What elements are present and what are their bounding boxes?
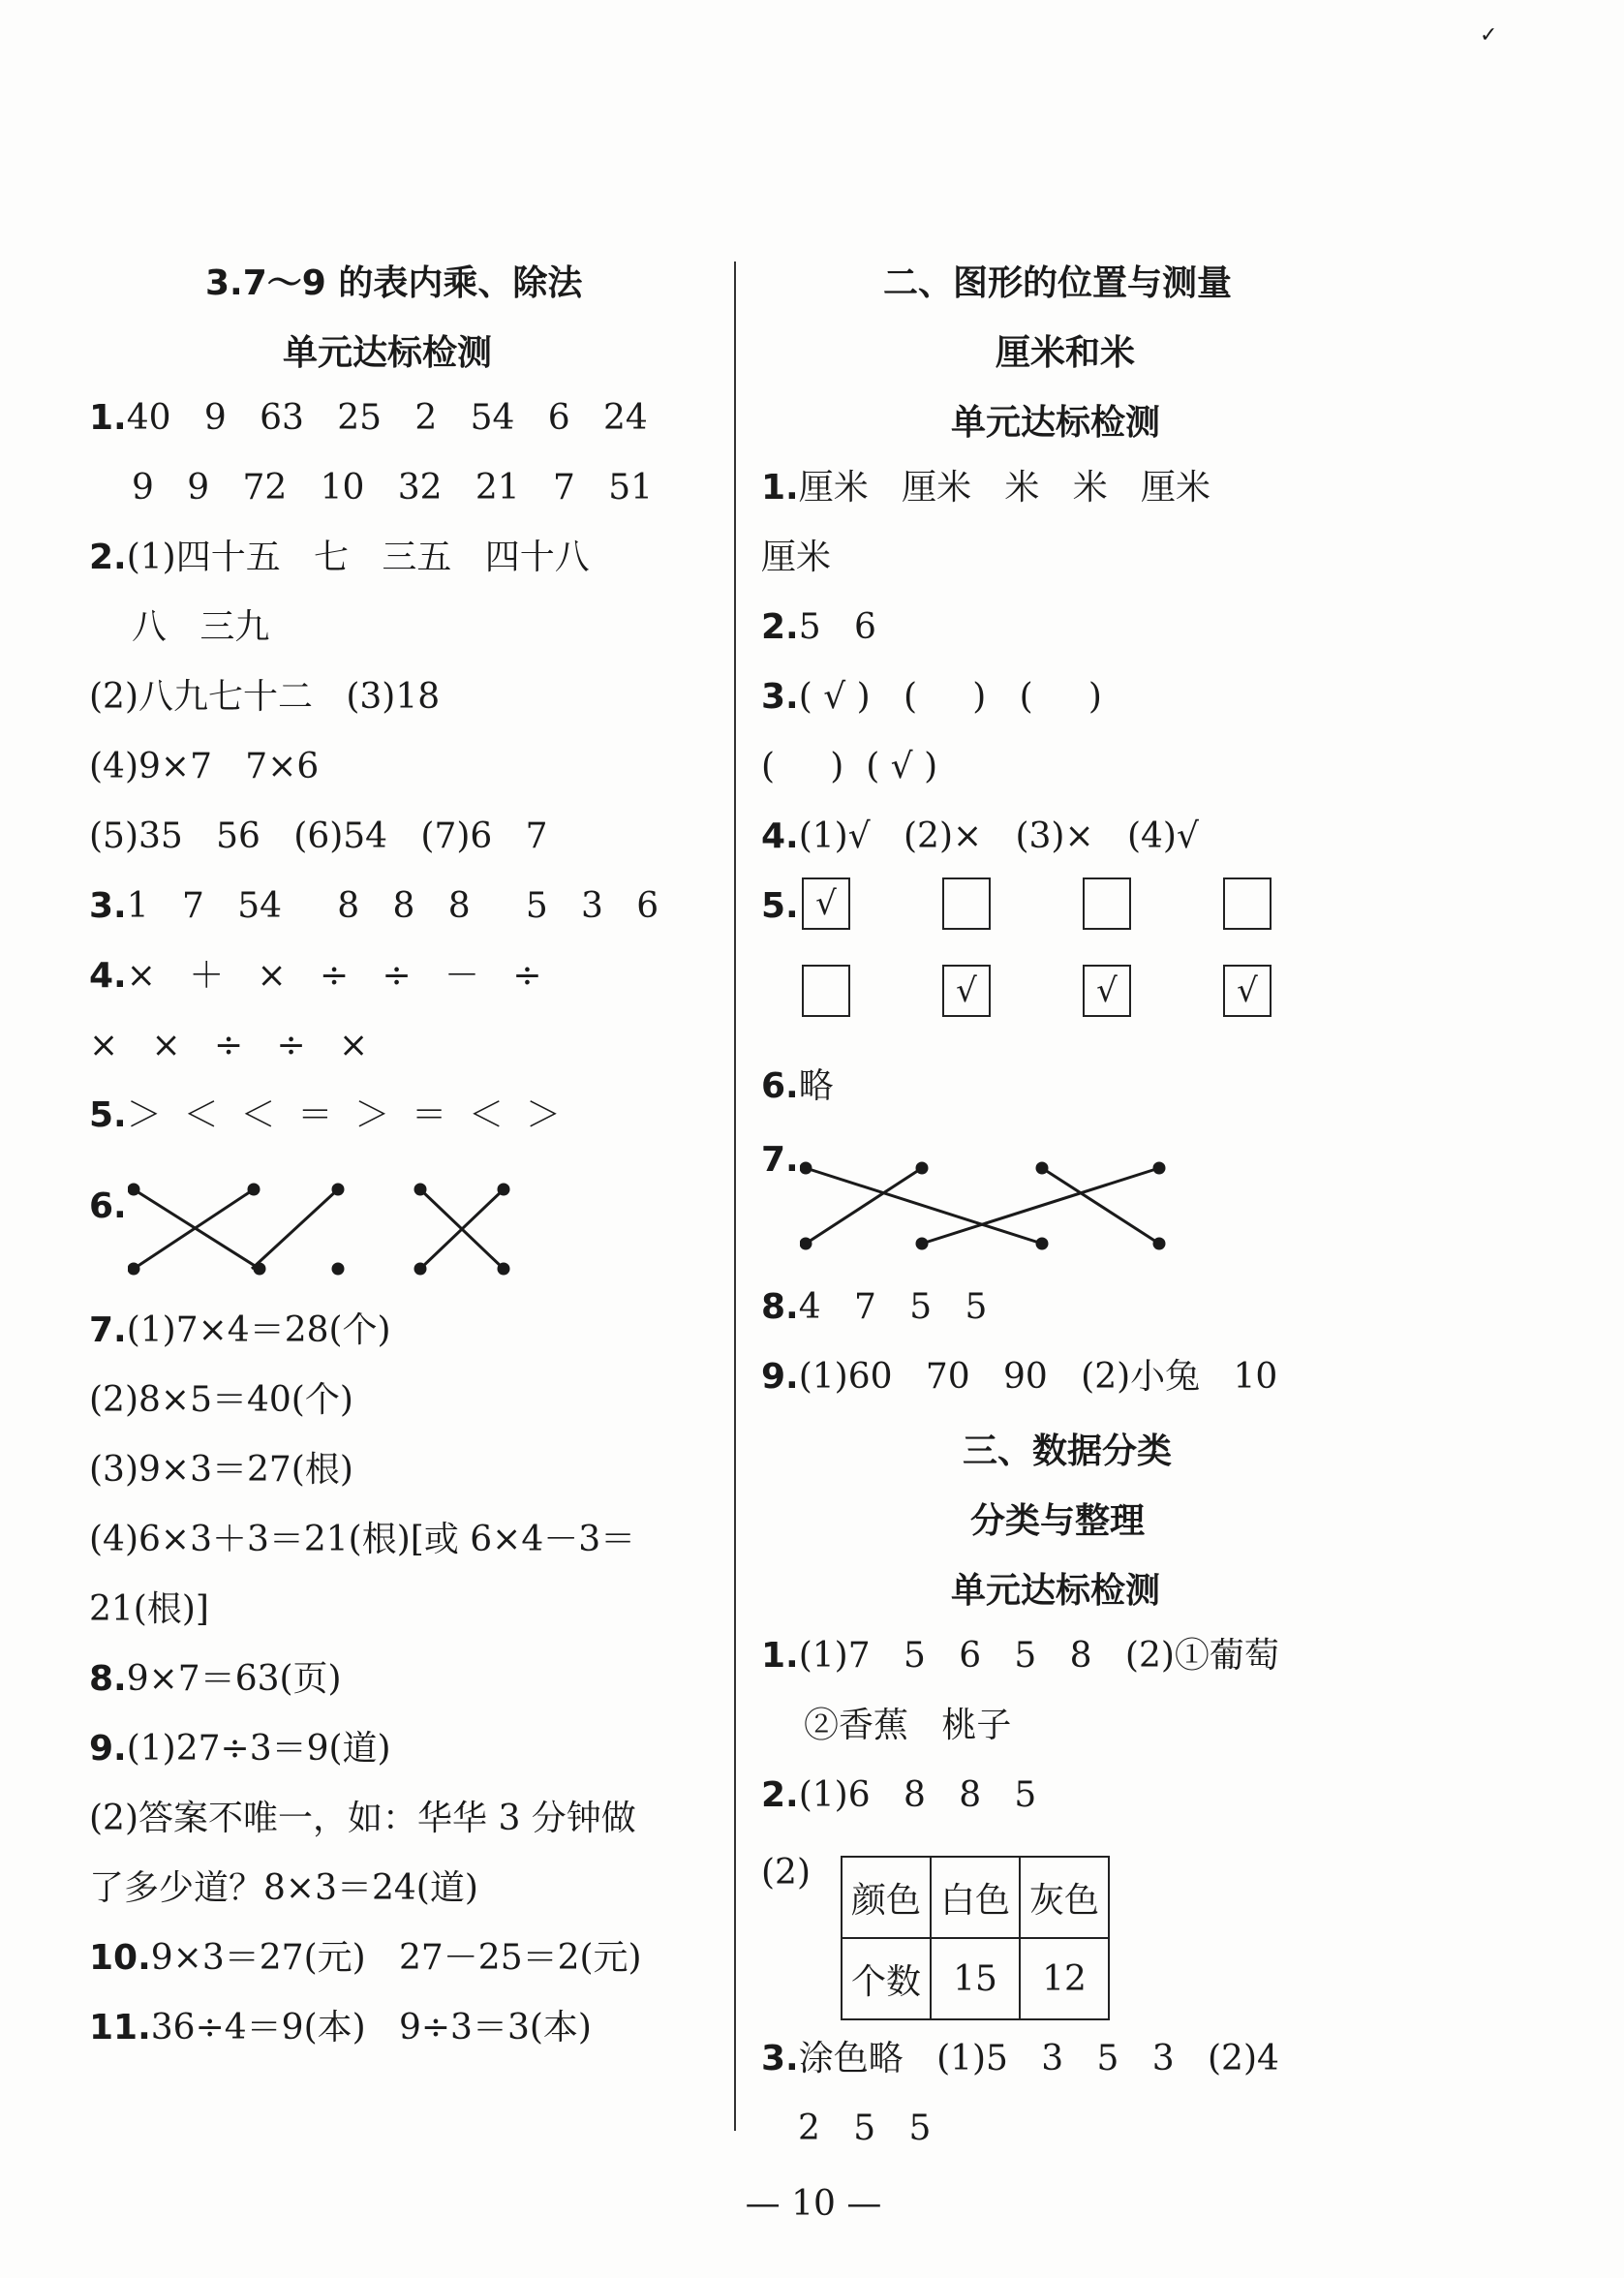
answer-text: 9×3＝27(元) 27－25＝2(元) bbox=[150, 1938, 642, 1978]
question-number: 6. bbox=[89, 1186, 127, 1226]
answer-3-cont: ( ) ( √ ) bbox=[761, 747, 938, 786]
question-number: 4. bbox=[761, 816, 799, 856]
question-number: 7. bbox=[89, 1310, 127, 1350]
table-cell: 白色 bbox=[931, 1857, 1020, 1938]
answer-4 bbox=[89, 953, 542, 1000]
question-number: 6. bbox=[761, 1066, 799, 1106]
match-dot bbox=[917, 1239, 927, 1248]
answer-1-cont: 厘米 bbox=[761, 538, 832, 577]
answer-text: 4 7 5 5 bbox=[798, 1287, 988, 1327]
right-section-title-2: 三、数据分类 bbox=[963, 1431, 1173, 1471]
match-dot bbox=[801, 1239, 811, 1248]
answer-text: ＞ ＜ ＜ ＝ ＞ ＝ ＜ ＞ bbox=[126, 1095, 561, 1135]
answer-11 bbox=[89, 2005, 592, 2051]
answer-8 bbox=[89, 1656, 342, 1703]
answer-2-part5: (5)35 56 (6)54 (7)6 7 bbox=[89, 816, 548, 856]
table-cell: 灰色 bbox=[1020, 1857, 1109, 1938]
question-number: 3. bbox=[89, 886, 127, 926]
answer-text: (1)60 70 90 (2)小兔 10 bbox=[798, 1357, 1278, 1397]
answer-7-part2: (2)8×5＝40(个) bbox=[89, 1380, 353, 1420]
answer-text: × ＋ × ÷ ÷ － ÷ bbox=[126, 956, 542, 996]
match-line bbox=[252, 1189, 338, 1269]
check-box bbox=[1083, 877, 1131, 930]
question-number: 7. bbox=[761, 1140, 799, 1180]
question-number: 1. bbox=[761, 468, 799, 508]
answer-text: 9×7＝63(页) bbox=[126, 1659, 342, 1699]
check-box: √ bbox=[1223, 965, 1272, 1017]
question-number: 8. bbox=[761, 1287, 799, 1327]
answer-text: 1 7 54 8 8 8 5 3 6 bbox=[126, 886, 659, 926]
match-dot bbox=[499, 1185, 508, 1194]
match-dot bbox=[255, 1264, 264, 1274]
right-subsection-title-2: 分类与整理 bbox=[970, 1501, 1146, 1541]
question-number: 4. bbox=[89, 956, 127, 996]
question-number: 11. bbox=[89, 2008, 151, 2047]
matching-lines-diagram bbox=[128, 1180, 573, 1277]
check-box: √ bbox=[1083, 965, 1131, 1017]
right-subtitle-2: 单元达标检测 bbox=[951, 1571, 1161, 1611]
section-title-text: 7～9 的表内乘、除法 bbox=[242, 263, 583, 303]
answer-7 bbox=[761, 1137, 799, 1184]
right-section-title: 二、图形的位置与测量 bbox=[883, 263, 1233, 303]
match-dot bbox=[1154, 1239, 1164, 1248]
match-dot bbox=[333, 1264, 343, 1274]
answer-3 bbox=[761, 674, 1102, 721]
check-box bbox=[942, 877, 991, 930]
match-dot bbox=[415, 1185, 425, 1194]
match-dot bbox=[1037, 1163, 1047, 1173]
match-dot bbox=[1037, 1239, 1047, 1248]
color-count-table bbox=[841, 1856, 1110, 2020]
answer-text: 厘米 厘米 米 米 厘米 bbox=[798, 468, 1211, 508]
table-cell: 15 bbox=[931, 1938, 1020, 2019]
answer-text: (1)四十五 七 三五 四十八 bbox=[126, 538, 590, 577]
question-number: 2. bbox=[89, 538, 127, 577]
answer-7-part4: (4)6×3＋3＝21(根)[或 6×4－3＝ bbox=[89, 1520, 636, 1559]
question-number: 10. bbox=[89, 1938, 151, 1978]
left-section-title bbox=[205, 256, 582, 305]
column-divider bbox=[734, 262, 736, 2131]
answer-4-cont: × × ÷ ÷ × bbox=[89, 1026, 369, 1065]
corner-mark: ✓ bbox=[1480, 23, 1498, 47]
match-dot bbox=[129, 1264, 138, 1274]
answer-9-part2: (2)答案不唯一，如：华华 3 分钟做 bbox=[89, 1799, 636, 1838]
answer-1b-cont: ②香蕉 桃子 bbox=[804, 1706, 1012, 1745]
question-number: 1. bbox=[761, 1636, 799, 1676]
answer-1b bbox=[761, 1633, 1279, 1679]
answer-10 bbox=[89, 1935, 642, 1982]
table-cell: 个数 bbox=[842, 1938, 931, 2019]
match-dot bbox=[499, 1264, 508, 1274]
check-box: √ bbox=[802, 877, 850, 930]
answer-7-part3: (3)9×3＝27(根) bbox=[89, 1450, 353, 1490]
table-row bbox=[842, 1938, 1109, 2019]
page-number: — 10 — bbox=[745, 2184, 882, 2224]
answer-text: 略 bbox=[798, 1066, 834, 1106]
answer-4 bbox=[761, 814, 1199, 860]
answer-text: (1)7 5 6 5 8 (2)①葡萄 bbox=[798, 1636, 1279, 1676]
check-box: √ bbox=[942, 965, 991, 1017]
question-number: 2. bbox=[761, 607, 799, 647]
answer-5 bbox=[89, 1093, 561, 1139]
matching-lines-diagram bbox=[800, 1160, 1226, 1267]
answer-3 bbox=[89, 883, 659, 930]
answer-1 bbox=[761, 465, 1210, 511]
answer-8 bbox=[761, 1284, 987, 1331]
answer-7 bbox=[89, 1308, 391, 1354]
question-number: 3. bbox=[761, 2039, 799, 2078]
answer-text: (1)6 8 8 5 bbox=[798, 1775, 1037, 1815]
match-dot bbox=[129, 1185, 138, 1194]
check-box bbox=[1223, 877, 1272, 930]
answer-2-cont: 八 三九 bbox=[132, 607, 270, 647]
match-dot bbox=[801, 1163, 811, 1173]
answer-7-part4-cont: 21(根)] bbox=[89, 1589, 209, 1629]
answer-2-part4: (4)9×7 7×6 bbox=[89, 747, 320, 786]
match-line bbox=[1042, 1168, 1159, 1244]
question-number: 1. bbox=[89, 398, 127, 438]
answer-text: ( √ ) ( ) ( ) bbox=[798, 677, 1102, 717]
match-dot bbox=[1154, 1163, 1164, 1173]
answer-9-part2-cont: 了多少道？8×3＝24(道) bbox=[89, 1868, 478, 1908]
question-number: 5. bbox=[761, 886, 799, 926]
answer-5 bbox=[761, 883, 799, 930]
match-line bbox=[806, 1168, 1042, 1244]
answer-6 bbox=[761, 1063, 834, 1110]
match-dot bbox=[333, 1185, 343, 1194]
question-number: 8. bbox=[89, 1659, 127, 1699]
check-box bbox=[802, 965, 850, 1017]
answer-text: 5 6 bbox=[798, 607, 876, 647]
question-number: 5. bbox=[89, 1095, 127, 1135]
right-subsection-title: 厘米和米 bbox=[996, 333, 1136, 373]
answer-9 bbox=[761, 1354, 1277, 1401]
answer-2b-part2: (2) bbox=[761, 1853, 811, 1893]
answer-text: (1)27÷3＝9(道) bbox=[126, 1729, 391, 1769]
question-number: 2. bbox=[761, 1775, 799, 1815]
question-number: 9. bbox=[89, 1729, 127, 1769]
answer-text: 涂色略 (1)5 3 5 3 (2)4 bbox=[798, 2039, 1279, 2078]
match-line bbox=[806, 1168, 922, 1244]
right-subtitle: 单元达标检测 bbox=[951, 403, 1161, 443]
section-number: 3. bbox=[205, 263, 243, 303]
answer-2 bbox=[761, 604, 876, 651]
left-subtitle: 单元达标检测 bbox=[283, 333, 493, 373]
question-number: 3. bbox=[761, 677, 799, 717]
answer-2-part2: (2)八九七十二 (3)18 bbox=[89, 677, 441, 717]
table-cell: 12 bbox=[1020, 1938, 1109, 2019]
match-dot bbox=[917, 1163, 927, 1173]
match-dot bbox=[415, 1264, 425, 1274]
answer-6 bbox=[89, 1184, 127, 1230]
answer-1 bbox=[89, 395, 648, 442]
answer-3b-cont: 2 5 5 bbox=[798, 2109, 932, 2148]
match-dot bbox=[249, 1185, 259, 1194]
answer-text: 36÷4＝9(本) 9÷3＝3(本) bbox=[150, 2008, 592, 2047]
answer-3b bbox=[761, 2036, 1279, 2082]
answer-2 bbox=[89, 535, 590, 581]
answer-2b bbox=[761, 1772, 1036, 1819]
match-line bbox=[922, 1168, 1159, 1244]
table-cell: 颜色 bbox=[842, 1857, 931, 1938]
answer-9 bbox=[89, 1726, 391, 1772]
question-number: 9. bbox=[761, 1357, 799, 1397]
answer-text: 40 9 63 25 2 54 6 24 bbox=[126, 398, 648, 438]
answer-text: (1)7×4＝28(个) bbox=[126, 1310, 391, 1350]
answer-1-cont: 9 9 72 10 32 21 7 51 bbox=[132, 468, 654, 508]
table-row bbox=[842, 1857, 1109, 1938]
answer-text: (1)√ (2)× (3)× (4)√ bbox=[798, 816, 1199, 856]
